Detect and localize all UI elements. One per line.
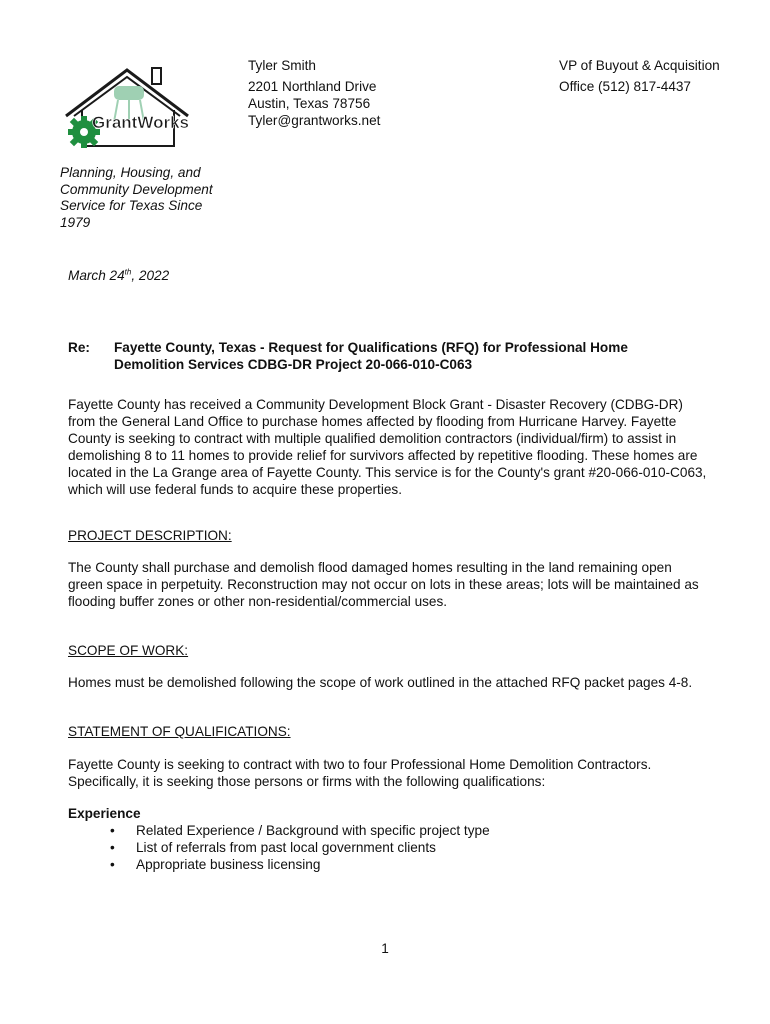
bullet-symbol: • xyxy=(110,857,115,872)
contact-address-line1: 2201 Northland Drive xyxy=(248,79,377,94)
company-tagline: Planning, Housing, and Community Development Service for Texas Since 1979 xyxy=(60,165,213,230)
list-item xyxy=(110,822,670,839)
page-number: 1 xyxy=(381,941,389,956)
contact-role: VP of Buyout & Acquisition xyxy=(559,58,720,73)
logo-wordmark: GrantWorks xyxy=(92,113,189,132)
contact-name: Tyler Smith xyxy=(248,58,316,73)
date-rest: , 2022 xyxy=(131,268,170,283)
contact-address-line2: Austin, Texas 78756 xyxy=(248,96,371,111)
title-block xyxy=(559,57,759,95)
list-item-text: Appropriate business licensing xyxy=(136,857,321,872)
experience-list xyxy=(110,822,670,873)
letter-date xyxy=(68,267,169,284)
list-item xyxy=(110,839,670,856)
bullet-symbol: • xyxy=(110,823,115,838)
re-subject: Fayette County, Texas - Request for Qualifications (RFQ) for Professional Home Demolition Services CDBG-DR Project 20-066-010-C063 xyxy=(114,340,628,372)
re-label: Re: xyxy=(68,340,90,355)
bullet-symbol: • xyxy=(110,840,115,855)
scope-of-work-text: Homes must be demolished following the scope of work outlined in the attached RFQ packet pages 4-8. xyxy=(68,675,693,690)
project-description-heading: PROJECT DESCRIPTION: xyxy=(68,528,232,543)
experience-heading: Experience xyxy=(68,806,141,821)
list-item xyxy=(110,856,670,873)
date-prefix: March 24 xyxy=(68,268,125,283)
list-item-text: Related Experience / Background with specific project type xyxy=(136,823,490,838)
scope-of-work-heading: SCOPE OF WORK: xyxy=(68,643,189,658)
contact-phone: Office (512) 817-4437 xyxy=(559,79,691,94)
list-item-text: List of referrals from past local government clients xyxy=(136,840,436,855)
qualifications-heading: STATEMENT OF QUALIFICATIONS: xyxy=(68,724,291,739)
contact-block xyxy=(248,57,548,129)
contact-email: Tyler@grantworks.net xyxy=(248,113,381,128)
project-description-text: The County shall purchase and demolish flood damaged homes resulting in the land remaining open green space in perpetuity. Reconstruction may not occur on lots in these areas; lots will be maintained as flooding buffer zones or other non-residential/commercial uses. xyxy=(68,560,699,609)
qualifications-text: Fayette County is seeking to contract with two to four Professional Home Demolition Contractors. Specifically, it is seeking those persons or firms with the following qualifications: xyxy=(68,757,652,789)
date-suffix: th xyxy=(124,267,132,277)
intro-paragraph: Fayette County has received a Community Development Block Grant - Disaster Recovery (CDBG-DR) from the General Land Office to purchase homes affected by flooding from Hurricane Harvey. Fayette County is seeking to contract with multiple qualified demolition contractors (individual/firm) to assist in demolishing 8 to 11 homes to provide relief for survivors affected by repetitive flooding. These homes are located in the La Grange area of Fayette County. This service is for the County's grant #20-066-010-C063, which will use federal funds to acquire these properties. xyxy=(68,397,707,497)
grantworks-logo xyxy=(62,64,192,154)
